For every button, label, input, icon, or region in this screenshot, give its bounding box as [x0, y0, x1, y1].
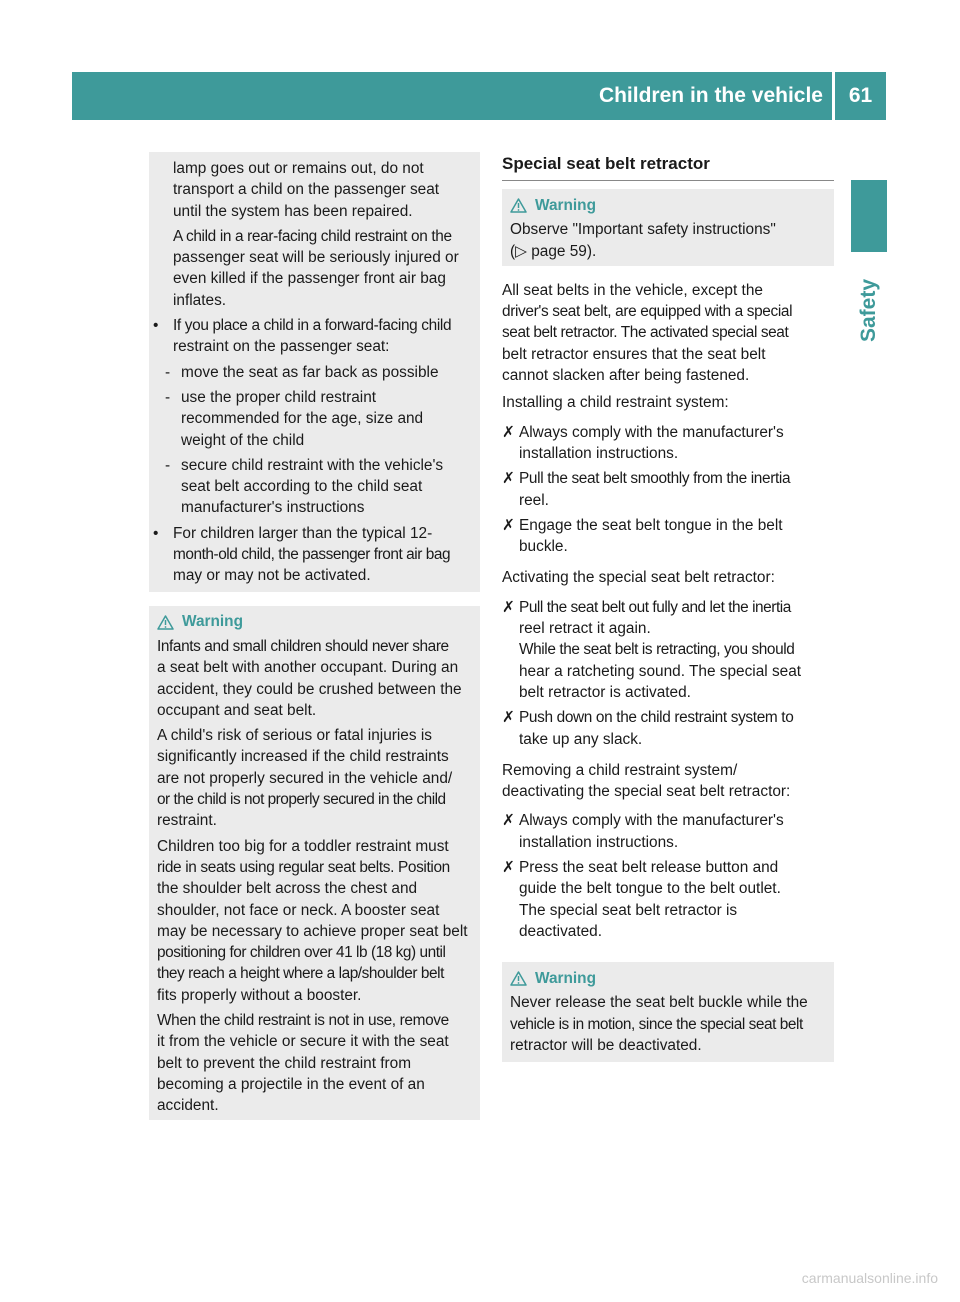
warning-paragraph	[157, 636, 474, 721]
warning-triangle-icon	[510, 198, 527, 213]
text-line: buckle.	[519, 538, 568, 556]
remove-heading	[502, 760, 834, 803]
left-warning-box	[149, 606, 480, 1120]
warning-title: Warning	[182, 613, 243, 631]
text-line: deactivated.	[519, 922, 602, 940]
text-line: are not properly secured in the vehicle and/	[157, 769, 453, 787]
step-marker: ✗	[502, 709, 515, 727]
page-title: Children in the vehicle	[598, 84, 823, 107]
warning-paragraph	[157, 1010, 474, 1116]
warning-header	[510, 966, 828, 990]
warning-header	[510, 193, 828, 217]
text-line: belt retractor is activated.	[519, 683, 691, 701]
text-line: retractor will be deactivated.	[510, 1036, 702, 1054]
text-line: Pull the seat belt smoothly from the inertia	[519, 470, 791, 488]
text-line: it from the vehicle or secure it with the seat	[157, 1033, 449, 1051]
text-line: installation instructions.	[519, 444, 679, 462]
text-line: reel retract it again.	[519, 620, 651, 638]
warning-title: Warning	[535, 969, 596, 987]
warning-paragraph	[157, 836, 474, 1006]
text-line: accident.	[157, 1097, 219, 1115]
warning-triangle-icon	[510, 971, 527, 986]
text-line: the shoulder belt across the chest and	[157, 880, 418, 898]
text-line: cannot slacken after being fastened.	[502, 367, 750, 385]
dash-marker: -	[165, 456, 171, 474]
side-tab-block	[851, 180, 887, 252]
text-line: installation instructions.	[519, 833, 679, 851]
text-line: restraint.	[157, 812, 217, 830]
step-marker: ✗	[502, 598, 515, 616]
warning-paragraph	[157, 725, 474, 831]
text-line: Infants and small children should never share	[157, 638, 449, 655]
text-line: Observe "Important safety instructions"	[510, 221, 776, 239]
step-marker: ✗	[502, 423, 515, 441]
text-line: Pull the seat belt out fully and let the inertia	[519, 598, 791, 616]
step-item	[502, 468, 834, 511]
text-line: The special seat belt retractor is	[519, 901, 738, 919]
text-line: seat belt according to the child seat	[181, 478, 423, 496]
text-line: belt to prevent the child restraint from	[157, 1054, 412, 1072]
dash-item	[149, 387, 474, 451]
text-line: becoming a projectile in the event of an	[157, 1075, 425, 1093]
page-reference-link[interactable]: (▷ page 59).	[510, 242, 597, 260]
text-line: guide the belt tongue to the belt outlet.	[519, 880, 781, 898]
dash-marker: -	[165, 388, 171, 406]
text-line: they reach a height where a lap/shoulder belt	[157, 965, 444, 983]
warning-title: Warning	[535, 196, 596, 214]
text-line: A child's risk of serious or fatal injuries is	[157, 727, 432, 745]
text-line: Removing a child restraint system/	[502, 761, 738, 779]
text-line: vehicle is in motion, since the special seat belt	[510, 1015, 803, 1033]
text-line: use the proper child restraint	[181, 388, 377, 406]
left-info-box	[149, 152, 480, 592]
text-line: lamp goes out or remains out, do not	[173, 160, 424, 177]
right-column	[502, 153, 834, 1062]
text-line: restraint on the passenger seat:	[173, 338, 390, 356]
text-line: Press the seat belt release button and	[519, 859, 779, 877]
activate-heading: Activating the special seat belt retractor:	[502, 569, 775, 587]
text-line: When the child restraint is not in use, remove	[157, 1012, 449, 1030]
text-line: If you place a child in a forward-facing child	[173, 317, 452, 335]
step-marker: ✗	[502, 859, 515, 877]
text-line: month-old child, the passenger front air bag	[173, 546, 451, 564]
step-marker: ✗	[502, 470, 515, 488]
text-line: until the system has been repaired.	[173, 202, 413, 220]
dash-marker: -	[165, 363, 171, 381]
text-line: Always comply with the manufacturer's	[519, 812, 784, 830]
text-line: a seat belt with another occupant. During an	[157, 659, 459, 677]
text-line: ride in seats using regular seat belts. Position	[157, 858, 450, 876]
text-line: passenger seat will be seriously injured or	[173, 249, 459, 267]
warning-triangle-icon	[157, 615, 174, 630]
text-line: shoulder, not face or neck. A booster seat	[157, 901, 440, 919]
step-item	[502, 515, 834, 558]
text-line: belt retractor ensures that the seat belt	[502, 345, 766, 363]
text-line: Always comply with the manufacturer's	[519, 423, 784, 441]
text-line: transport a child on the passenger seat	[173, 181, 440, 199]
text-line: accident, they could be crushed between the	[157, 680, 462, 698]
warning-box	[502, 962, 834, 1062]
step-item	[502, 810, 834, 853]
text-line: Engage the seat belt tongue in the belt	[519, 516, 783, 534]
text-line: Push down on the child restraint system to	[519, 709, 794, 727]
text-line: may be necessary to achieve proper seat belt	[157, 922, 468, 940]
warning-box	[502, 189, 834, 266]
side-tab-label: Safety	[857, 278, 880, 342]
bullet-item	[149, 315, 474, 358]
text-line: manufacturer's instructions	[181, 499, 365, 517]
step-marker: ✗	[502, 516, 515, 534]
continued-text	[173, 158, 474, 222]
step-item	[502, 707, 834, 750]
text-line: may or may not be activated.	[173, 567, 371, 585]
text-line: positioning for children over 41 lb (18 kg) until	[157, 944, 446, 962]
page-number: 61	[848, 84, 873, 107]
text-line: occupant and seat belt.	[157, 701, 317, 719]
text-line: deactivating the special seat belt retractor:	[502, 783, 791, 801]
text-line: weight of the child	[181, 431, 305, 449]
text-line: Never release the seat belt buckle while the	[510, 994, 808, 1012]
step-marker: ✗	[502, 812, 515, 830]
text-line: recommended for the age, size and	[181, 410, 424, 428]
text-line: seat belt retractor. The activated special seat	[502, 324, 789, 342]
text-line: driver's seat belt, are equipped with a special	[502, 303, 793, 321]
warning-header	[157, 610, 474, 634]
bullet-marker: •	[153, 524, 159, 542]
dash-item	[149, 362, 474, 383]
text-line: even killed if the passenger front air bag	[173, 270, 446, 288]
text-line: move the seat as far back as possible	[181, 363, 439, 381]
text-line: For children larger than the typical 12-	[173, 524, 433, 542]
step-item	[502, 422, 834, 465]
text-line: hear a ratcheting sound. The special seat	[519, 662, 802, 680]
text-line: fits properly without a booster.	[157, 986, 362, 1004]
text-line: significantly increased if the child restraints	[157, 748, 449, 766]
section-title: Special seat belt retractor	[502, 153, 834, 181]
step-item	[502, 857, 834, 942]
text-line: Children too big for a toddler restraint must	[157, 837, 449, 855]
intro-paragraph	[502, 280, 834, 386]
text-line: inflates.	[173, 291, 227, 309]
text-line: take up any slack.	[519, 730, 643, 748]
text-line: All seat belts in the vehicle, except the	[502, 281, 763, 299]
dash-item	[149, 455, 474, 519]
text-line: or the child is not properly secured in the child	[157, 791, 446, 809]
install-heading: Installing a child restraint system:	[502, 394, 729, 412]
text-line: secure child restraint with the vehicle's	[181, 456, 444, 474]
bullet-item	[149, 523, 474, 587]
bullet-marker: •	[153, 317, 159, 335]
text-line: While the seat belt is retracting, you should	[519, 641, 795, 659]
watermark: carmanualsonline.info	[801, 1270, 938, 1286]
rear-facing-paragraph	[173, 226, 474, 311]
text-line: A child in a rear-facing child restraint on the	[173, 227, 452, 245]
text-line: reel.	[519, 491, 549, 509]
step-item	[502, 597, 834, 703]
